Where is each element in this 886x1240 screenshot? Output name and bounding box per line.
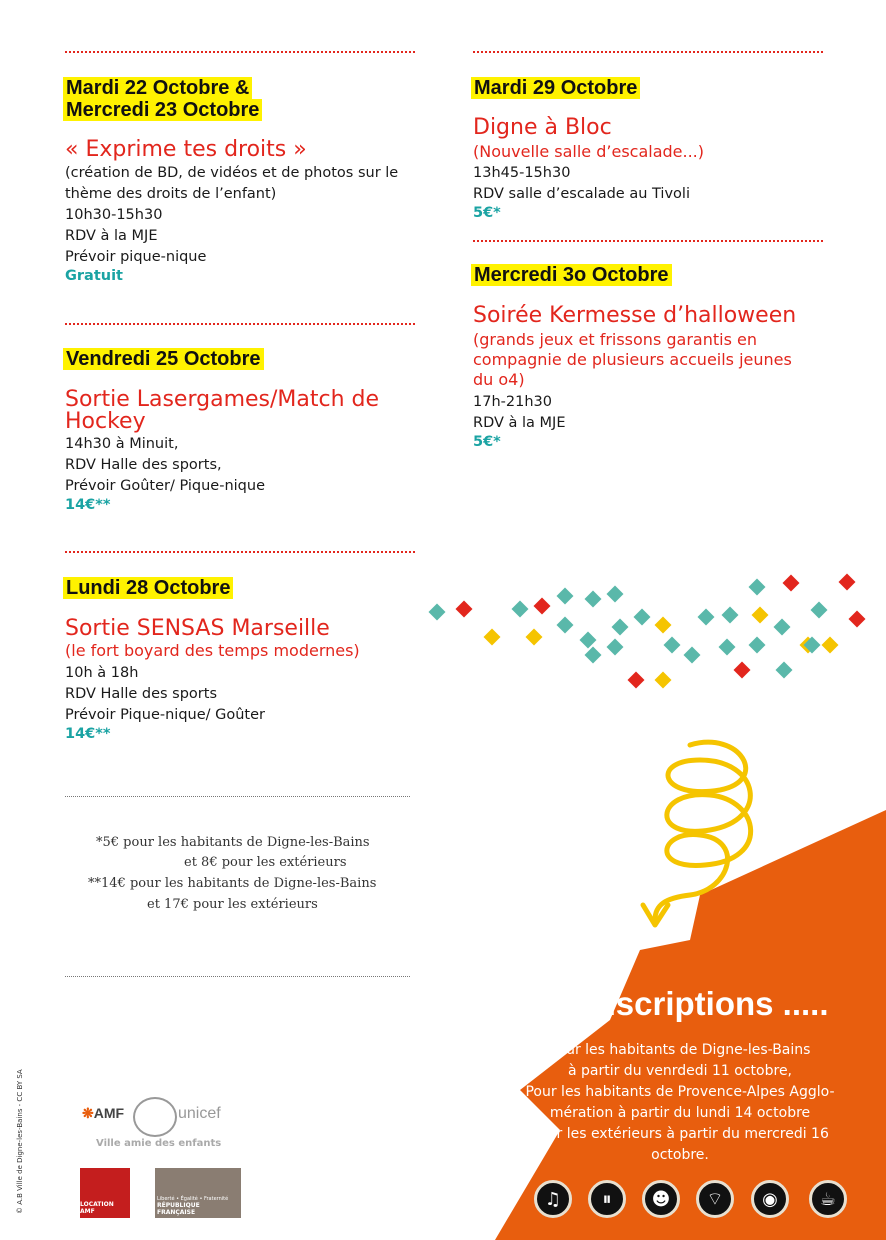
inscriptions-line: octobre. (651, 1147, 709, 1163)
event-3-subtitle: (le fort boyard des temps modernes) (65, 641, 360, 660)
event-4-price: 5€* (473, 205, 501, 221)
separator-notes-top (65, 796, 410, 797)
event-1-meeting: RDV à la MJE (65, 228, 158, 244)
event-3-bring: Prévoir Pique-nique/ Goûter (65, 707, 265, 723)
event-3-price: 14€** (65, 726, 111, 742)
confetti-diamond (719, 639, 736, 656)
separator-left-2 (65, 323, 415, 325)
confetti-diamond (429, 604, 446, 621)
event-1-description: (création de BD, de vidéos et de photos sur le thème des droits de l’enfant) (65, 165, 399, 202)
pause-icon: ⏸ (588, 1180, 626, 1218)
inscriptions-line: mération à partir du lundi 14 octobre (549, 1105, 811, 1121)
child-figure-logo (133, 1097, 177, 1137)
confetti-diamond (456, 601, 473, 618)
event-1-title: « Exprime tes droits » (65, 137, 307, 162)
confetti-diamond (585, 591, 602, 608)
confetti-diamond (607, 639, 624, 656)
event-2-meeting: RDV Halle des sports, (65, 457, 222, 473)
price-note-3: **14€ pour les habitants de Digne-les-Bains (88, 876, 377, 891)
confetti-diamond (557, 588, 574, 605)
confetti-diamond (822, 637, 839, 654)
confetti-diamond (849, 611, 866, 628)
price-note-4: et 17€ pour les extérieurs (147, 897, 318, 912)
event-1-date: Mardi 22 Octobre & Mercredi 23 Octobre (63, 77, 423, 121)
event-4-time: 13h45-15h30 (473, 165, 571, 181)
confetti-diamond (607, 586, 624, 603)
location-logo: LOCATION AMF (80, 1168, 130, 1218)
music-icon: ♫ (534, 1180, 572, 1218)
price-note-2: et 8€ pour les extérieurs (184, 855, 347, 870)
confetti-diamond (811, 602, 828, 619)
confetti-diamond (634, 609, 651, 626)
event-3-title: Sortie SENSAS Marseille (65, 616, 330, 641)
confetti-diamond (783, 575, 800, 592)
coffee-icon: ☕ (809, 1180, 847, 1218)
confetti-diamond (655, 617, 672, 634)
confetti-diamond (722, 607, 739, 624)
inscriptions-line: Pour les extérieurs à partir du mercredi 16 (531, 1126, 829, 1142)
inscriptions-line: Pour les habitants de Digne-les-Bains (549, 1042, 811, 1058)
zigzag-decoration (288, 1188, 490, 1218)
event-2-bring: Prévoir Goûter/ Pique-nique (65, 478, 265, 494)
confetti-diamond (734, 662, 751, 679)
confetti-diamond (698, 609, 715, 626)
photo-credit: © A.B Ville de Digne-les-Bains - CC BY SA (16, 1069, 24, 1214)
event-5-subtitle: (grands jeux et frissons garantis en compagnie de plusieurs accueils jeunes du o4) (473, 330, 792, 389)
event-4-date: Mardi 29 Octobre (471, 77, 831, 99)
event-2-title: Sortie Lasergames/Match de Hockey (65, 387, 380, 434)
event-5-price: 5€* (473, 434, 501, 450)
confetti-diamond (512, 601, 529, 618)
confetti-decoration (420, 565, 886, 700)
event-4-subtitle: (Nouvelle salle d’escalade...) (473, 142, 705, 161)
confetti-diamond (752, 607, 769, 624)
confetti-diamond (684, 647, 701, 664)
separator-notes-bottom (65, 976, 410, 977)
price-note-1: *5€ pour les habitants de Digne-les-Bains (96, 835, 370, 850)
event-5-date: Mercredi 3o Octobre (471, 264, 831, 286)
inscriptions-line: Pour les habitants de Provence-Alpes Agglo- (525, 1084, 835, 1100)
event-1-price: Gratuit (65, 268, 123, 284)
event-1-bring: Prévoir pique-nique (65, 249, 207, 265)
separator-left-3 (65, 551, 415, 553)
republique-logo (155, 1168, 241, 1218)
confetti-diamond (580, 632, 597, 649)
inscriptions-line: à partir du venrdedi 11 octobre, (567, 1063, 793, 1079)
confetti-diamond (655, 672, 672, 689)
republique-label: RÉPUBLIQUE FRANÇAISE (157, 1202, 200, 1216)
ball-icon: ◉ (751, 1180, 789, 1218)
event-2-price: 14€** (65, 497, 111, 513)
inscriptions-text (510, 1040, 850, 1166)
separator-top-left (65, 51, 415, 53)
ville-amie-label: Ville amie des enfants (96, 1138, 222, 1149)
confetti-diamond (749, 579, 766, 596)
event-3-time: 10h à 18h (65, 665, 139, 681)
inscriptions-title: ..... Inscriptions ..... (531, 985, 829, 1022)
confetti-diamond (557, 617, 574, 634)
separator-top-right (473, 51, 823, 53)
event-5-meeting: RDV à la MJE (473, 415, 566, 431)
confetti-diamond (776, 662, 793, 679)
confetti-diamond (774, 619, 791, 636)
confetti-diamond (484, 629, 501, 646)
confetti-diamond (526, 629, 543, 646)
event-3-date: Lundi 28 Octobre (63, 577, 423, 599)
confetti-diamond (585, 647, 602, 664)
confetti-diamond (628, 672, 645, 689)
confetti-diamond (839, 574, 856, 591)
confetti-diamond (534, 598, 551, 615)
separator-right-2 (473, 240, 823, 242)
event-3-meeting: RDV Halle des sports (65, 686, 218, 702)
event-4-meeting: RDV salle d’escalade au Tivoli (473, 186, 690, 202)
devise-label: Liberté • Égalité • Fraternité (157, 1196, 229, 1202)
confetti-diamond (612, 619, 629, 636)
amf-logo: ❋AMF (82, 1105, 125, 1121)
confetti-diamond (749, 637, 766, 654)
event-4-title: Digne à Bloc (473, 115, 612, 140)
event-1-time: 10h30-15h30 (65, 207, 163, 223)
confetti-diamond (664, 637, 681, 654)
event-5-title: Soirée Kermesse d’halloween (473, 303, 797, 328)
event-2-time: 14h30 à Minuit, (65, 436, 179, 452)
group-icon: ☻ (642, 1180, 680, 1218)
event-5-time: 17h-21h30 (473, 394, 552, 410)
unicef-logo: unicef (178, 1105, 221, 1122)
wifi-icon: ⌔ (696, 1180, 734, 1218)
event-2-date: Vendredi 25 Octobre (63, 348, 423, 370)
